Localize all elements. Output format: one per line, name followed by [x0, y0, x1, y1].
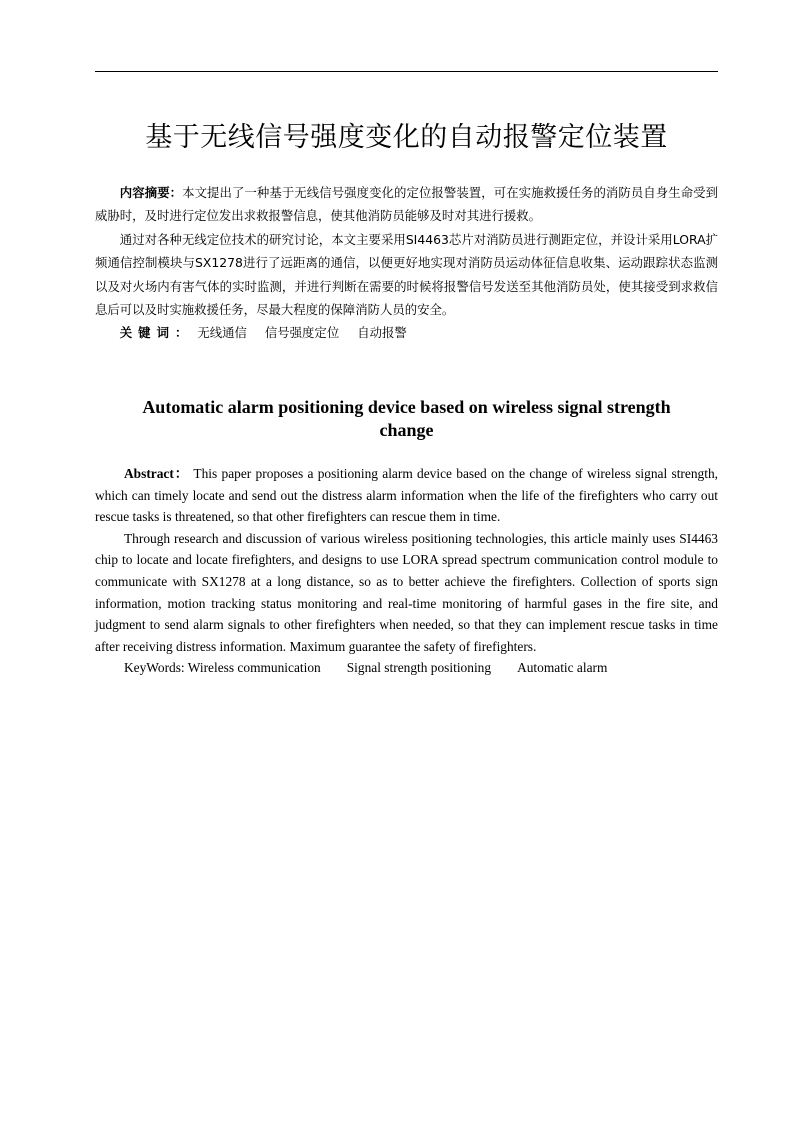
english-keyword: Wireless communication [187, 660, 321, 676]
chinese-abstract-paragraph-1 [95, 181, 718, 228]
chinese-keyword: 自动报警 [357, 325, 407, 341]
english-title: Automatic alarm positioning device based on wireless signal strength change [142, 397, 671, 440]
english-abstract-section [95, 463, 718, 679]
english-keyword: Signal strength positioning [346, 660, 492, 676]
english-abstract-paragraph-1 [95, 463, 718, 528]
english-keyword: Automatic alarm [517, 660, 608, 676]
english-abstract-paragraph-2: Through research and discussion of various wireless positioning technologies, this article mainly uses SI4463 chip to locate and locate firefighters, and designs to use LORA spread spectrum communication control module to communicate with SX1278 at a long distance, so as to better achieve the firefighters. Collection of sports sign information, motion tracking status monitoring and real-time monitoring of harmful gases in the fire site, and judgment to send alarm signals to other firefighters when needed, so that they can implement rescue tasks in time after receiving distress information. Maximum guarantee the safety of firefighters. [95, 530, 718, 654]
chinese-keyword: 无线通信 [197, 325, 247, 341]
english-abstract-text-1: This paper proposes a positioning alarm device based on the change of wireless signal strength, which can timely locate and send out the distress alarm information when the life of the firefighters who carry out rescue tasks is threatened, so that other firefighters can rescue them in time. [95, 466, 718, 525]
english-abstract-label: Abstract： [124, 466, 190, 481]
english-keywords-label: KeyWords: [124, 660, 188, 676]
chinese-keywords-label: 关键词： [119, 325, 194, 341]
chinese-abstract-paragraph-2: 通过对各种无线定位技术的研究讨论，本文主要采用SI4463芯片对消防员进行测距定位，并设计采用LORA扩频通信控制模块与SX1278进行了远距离的通信，以便更好地实现对消防员运动体征信息收集、运动跟踪状态监测以及对火场内有害气体的实时监测，并进行判断在需要的时候将报警信号发送至其他消防员处，使其接受到求救信息后可以及时实施救援任务，尽最大程度的保障消防人员的安全。 [95, 231, 718, 318]
chinese-abstract-text-1: 本文提出了一种基于无线信号强度变化的定位报警装置，可在实施救援任务的消防员自身生命受到威胁时，及时进行定位发出求救报警信息，使其他消防员能够及时对其进行援救。 [95, 185, 719, 224]
chinese-keyword: 信号强度定位 [264, 325, 340, 341]
chinese-keywords [95, 321, 718, 344]
header-rule [95, 71, 718, 72]
english-keywords [95, 657, 718, 679]
chinese-title: 基于无线信号强度变化的自动报警定位装置 [145, 122, 668, 153]
chinese-abstract-section [95, 181, 718, 345]
chinese-abstract-label: 内容摘要： [119, 185, 183, 200]
